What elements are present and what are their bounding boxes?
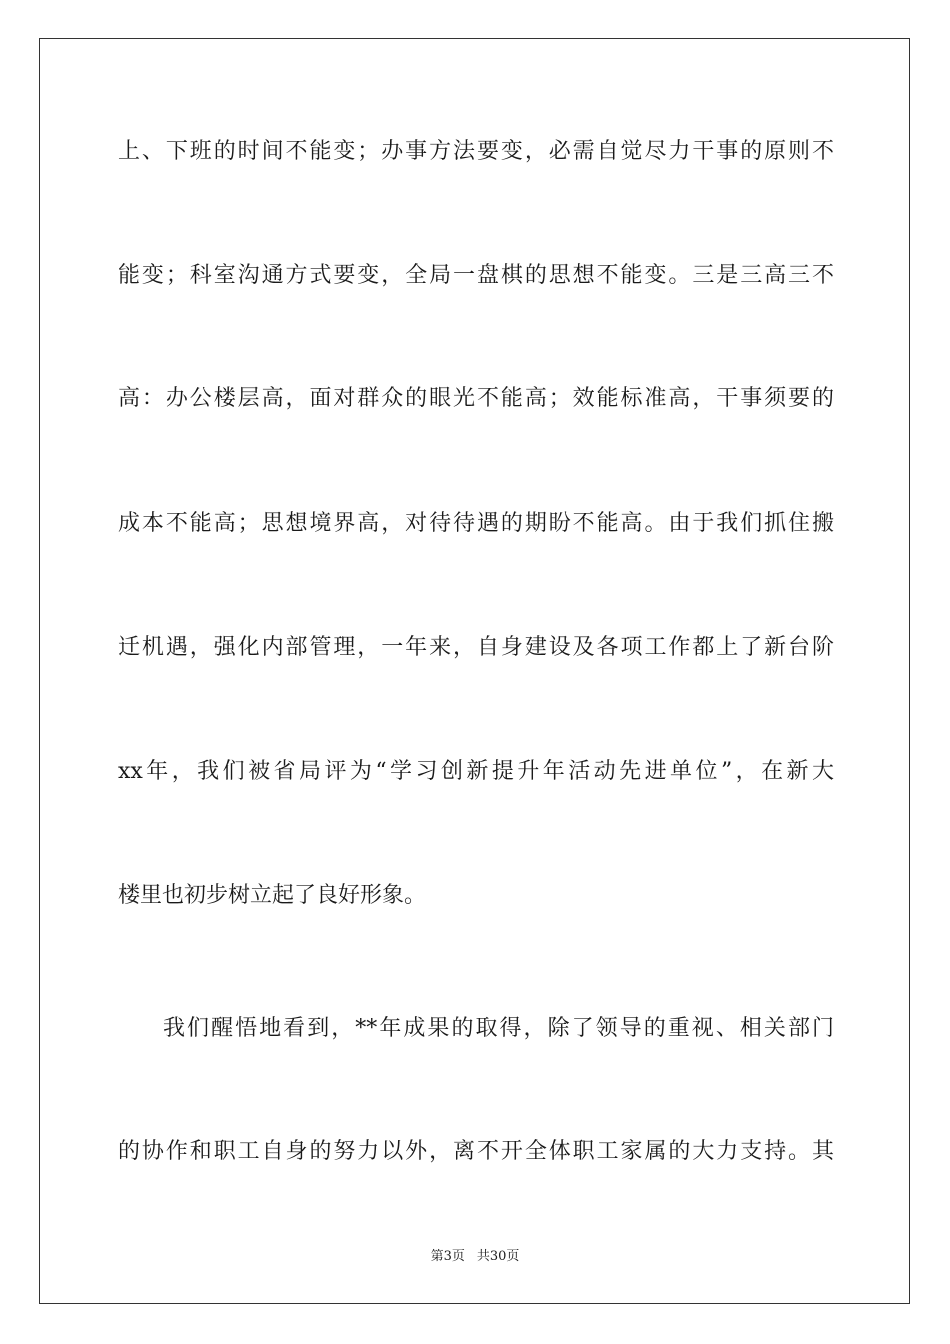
text-line-5: 迁机遇，强化内部管理，一年来，自身建设及各项工作都上了新台阶 bbox=[118, 635, 834, 660]
text-line-9: 的协作和职工自身的努力以外，离不开全体职工家属的大力支持。其 bbox=[118, 1139, 834, 1164]
page-total: 共30页 bbox=[476, 1249, 520, 1264]
text-line-6: xx年，我们被省局评为“学习创新提升年活动先进单位”，在新大 bbox=[118, 759, 834, 784]
page-number: 第3页 bbox=[430, 1249, 465, 1264]
page-border bbox=[39, 38, 910, 1304]
text-line-4: 成本不能高；思想境界高，对待待遇的期盼不能高。由于我们抓住搬 bbox=[118, 511, 834, 536]
text-line-7: 楼里也初步树立起了良好形象。 bbox=[118, 883, 427, 908]
text-line-3: 高：办公楼层高，面对群众的眼光不能高；效能标准高，干事须要的 bbox=[118, 386, 834, 411]
text-line-1: 上、下班的时间不能变；办事方法要变，必需自觉尽力干事的原则不 bbox=[118, 139, 834, 164]
text-line-8: 我们醒悟地看到，**年成果的取得，除了领导的重视、相关部门 bbox=[163, 1016, 834, 1041]
text-line-2: 能变；科室沟通方式要变，全局一盘棋的思想不能变。三是三高三不 bbox=[118, 263, 834, 288]
page-footer bbox=[0, 1248, 950, 1266]
